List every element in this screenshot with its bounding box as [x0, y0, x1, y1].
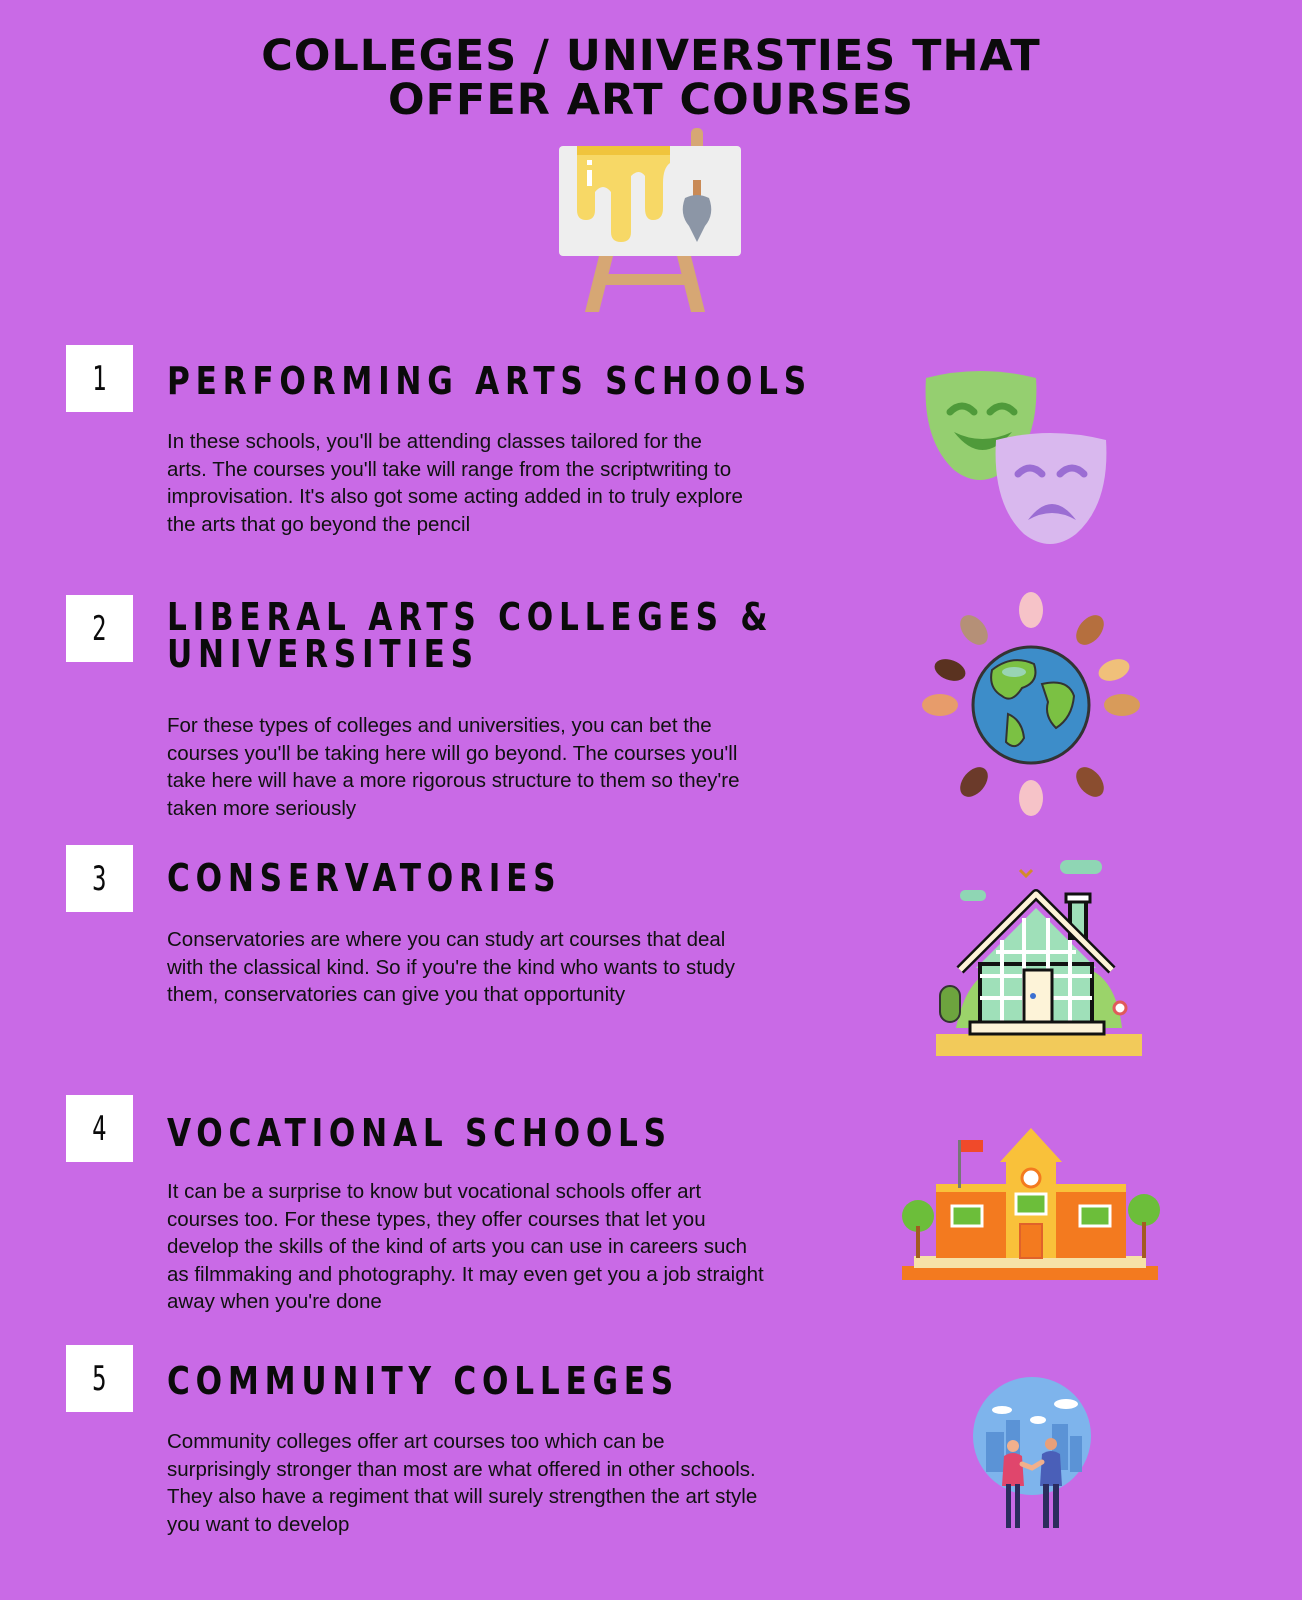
section-heading-liberal-arts-line-2: UNIVERSITIES	[167, 632, 479, 676]
section-number-4: 4	[66, 1095, 133, 1162]
greenhouse-icon	[936, 858, 1146, 1058]
section-heading-conservatories: CONSERVATORIES	[167, 856, 562, 900]
section-number-3: 3	[66, 845, 133, 912]
section-number-2: 2	[66, 595, 133, 662]
section-heading-vocational: VOCATIONAL SCHOOLS	[167, 1111, 672, 1155]
section-number-5: 5	[66, 1345, 133, 1412]
section-heading-performing-arts: PERFORMING ARTS SCHOOLS	[167, 359, 812, 403]
easel-paint-icon	[555, 128, 745, 314]
people-handshake-icon	[972, 1376, 1096, 1534]
title-line-2: OFFER ART COURSES	[388, 75, 914, 125]
page-title	[0, 31, 1302, 125]
section-text-community: Community colleges offer art courses too which can be surprisingly stronger than most are what offered in other schools. They also have a regiment that will surely strengthen the art style you want to develop	[167, 1430, 758, 1536]
section-text-liberal-arts: For these types of colleges and universities, you can bet the courses you'll be taking here will go beyond. The courses you'll take here will have a more rigorous structure to them so they're taken more seriously	[167, 714, 740, 820]
globe-hands-icon	[922, 592, 1140, 818]
section-text-performing-arts: In these schools, you'll be attending classes tailored for the arts. The courses you'll take will range from the scriptwriting to improvisation. It's also got some acting added in to truly explore the arts that go beyond the pencil	[167, 430, 743, 536]
section-number-1: 1	[66, 345, 133, 412]
theater-masks-icon	[920, 370, 1110, 560]
section-heading-liberal-arts	[167, 595, 774, 676]
school-building-icon	[900, 1126, 1162, 1286]
section-heading-community: COMMUNITY COLLEGES	[167, 1359, 680, 1403]
title-line-1: COLLEGES / UNIVERSTIES THAT	[261, 31, 1041, 81]
section-heading-liberal-arts-line-1: LIBERAL ARTS COLLEGES &	[167, 595, 774, 639]
section-text-conservatories: Conservatories are where you can study art courses that deal with the classical kind. So if you're the kind who wants to study them, conservatories can give you that opportunity	[167, 928, 735, 1006]
section-text-vocational: It can be a surprise to know but vocational schools offer art courses too. For these types, they offer courses that let you develop the skills of the kind of arts you can use in careers such as filmmaking and photography. It may even get you a job straight away when you're done	[167, 1180, 764, 1313]
